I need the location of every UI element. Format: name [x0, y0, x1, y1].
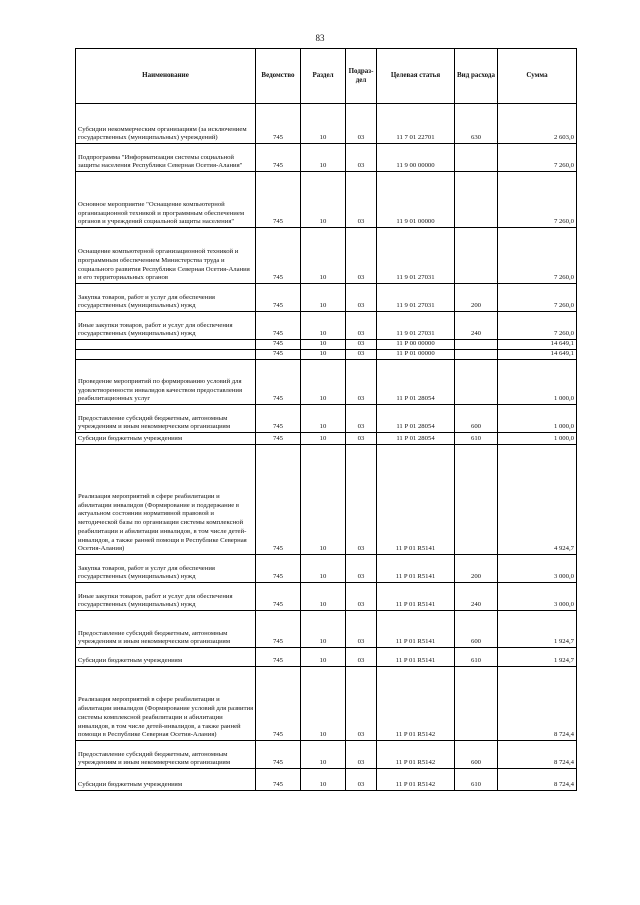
cell-vedomstvo: 745	[256, 350, 301, 360]
cell-podrazdel: 03	[346, 433, 377, 445]
cell-summa: 7 260,0	[498, 312, 577, 340]
table-row	[76, 284, 577, 312]
cell-summa: 8 724,4	[498, 769, 577, 791]
table-row	[76, 433, 577, 445]
cell-podrazdel: 03	[346, 284, 377, 312]
cell-vid-raskhoda: 610	[455, 433, 498, 445]
header-vedomstvo: Ведомство	[256, 49, 301, 104]
cell-podrazdel: 03	[346, 445, 377, 555]
table-row	[76, 340, 577, 350]
header-celevaya-statya: Целевая статья	[377, 49, 455, 104]
cell-podrazdel: 03	[346, 144, 377, 172]
cell-celevaya-statya: 11 9 01 27031	[377, 284, 455, 312]
cell-vedomstvo: 745	[256, 104, 301, 144]
cell-podrazdel: 03	[346, 405, 377, 433]
header-razdel: Раздел	[301, 49, 346, 104]
cell-vid-raskhoda	[455, 228, 498, 284]
cell-vid-raskhoda	[455, 172, 498, 228]
cell-razdel: 10	[301, 340, 346, 350]
cell-summa: 7 260,0	[498, 172, 577, 228]
cell-podrazdel: 03	[346, 611, 377, 648]
cell-razdel: 10	[301, 741, 346, 769]
cell-vedomstvo: 745	[256, 555, 301, 583]
cell-vedomstvo: 745	[256, 405, 301, 433]
cell-razdel: 10	[301, 350, 346, 360]
cell-podrazdel: 03	[346, 360, 377, 405]
cell-celevaya-statya: 11 9 00 00000	[377, 144, 455, 172]
cell-summa: 3 000,0	[498, 583, 577, 611]
cell-name: Иные закупки товаров, работ и услуг для обеспечения государственных (муниципальных) нужд	[76, 312, 256, 340]
cell-summa: 14 649,1	[498, 350, 577, 360]
cell-vid-raskhoda: 600	[455, 611, 498, 648]
cell-name: Проведение мероприятий по формированию условий для удовлетворенности инвалидов качеством предоставления реабилитационных услуг	[76, 360, 256, 405]
cell-summa: 3 000,0	[498, 555, 577, 583]
cell-podrazdel: 03	[346, 648, 377, 667]
cell-vedomstvo: 745	[256, 667, 301, 741]
table-row	[76, 769, 577, 791]
cell-vid-raskhoda: 630	[455, 104, 498, 144]
cell-vedomstvo: 745	[256, 284, 301, 312]
cell-celevaya-statya: 11 P 01 00000	[377, 350, 455, 360]
cell-summa: 2 603,0	[498, 104, 577, 144]
cell-name: Оснащение компьютерной организационной техникой и программным обеспечением Министерства труда и социального развития Республики Северная Осетия-Алания и его территориальных органов	[76, 228, 256, 284]
header-name: Наименование	[76, 49, 256, 104]
cell-celevaya-statya: 11 P 01 R5142	[377, 769, 455, 791]
cell-podrazdel: 03	[346, 741, 377, 769]
cell-celevaya-statya: 11 P 01 28054	[377, 405, 455, 433]
cell-celevaya-statya: 11 9 01 27031	[377, 312, 455, 340]
cell-name: Субсидии бюджетным учреждениям	[76, 648, 256, 667]
cell-name	[76, 340, 256, 350]
cell-vedomstvo: 745	[256, 611, 301, 648]
cell-podrazdel: 03	[346, 340, 377, 350]
cell-razdel: 10	[301, 583, 346, 611]
cell-celevaya-statya: 11 P 01 R5141	[377, 583, 455, 611]
cell-summa: 1 000,0	[498, 360, 577, 405]
cell-vedomstvo: 745	[256, 445, 301, 555]
cell-name: Субсидии бюджетным учреждениям	[76, 433, 256, 445]
cell-summa: 8 724,4	[498, 741, 577, 769]
cell-razdel: 10	[301, 555, 346, 583]
cell-summa: 1 000,0	[498, 405, 577, 433]
cell-podrazdel: 03	[346, 667, 377, 741]
cell-vedomstvo: 745	[256, 312, 301, 340]
cell-vid-raskhoda	[455, 667, 498, 741]
cell-name: Подпрограмма "Информатизация системы социальной защиты населения Республики Северная Осетия-Алания"	[76, 144, 256, 172]
table-row	[76, 583, 577, 611]
cell-podrazdel: 03	[346, 583, 377, 611]
cell-vid-raskhoda: 240	[455, 312, 498, 340]
cell-vedomstvo: 745	[256, 172, 301, 228]
cell-vedomstvo: 745	[256, 340, 301, 350]
cell-celevaya-statya: 11 9 01 00000	[377, 172, 455, 228]
cell-razdel: 10	[301, 611, 346, 648]
cell-name: Предоставление субсидий бюджетным, автономным учреждениям и иным некоммерческим организациям	[76, 741, 256, 769]
cell-vedomstvo: 745	[256, 769, 301, 791]
cell-name: Субсидии бюджетным учреждениям	[76, 769, 256, 791]
table-row	[76, 648, 577, 667]
cell-razdel: 10	[301, 667, 346, 741]
header-vid-raskhoda: Вид расхода	[455, 49, 498, 104]
cell-vedomstvo: 745	[256, 583, 301, 611]
cell-podrazdel: 03	[346, 769, 377, 791]
cell-razdel: 10	[301, 445, 346, 555]
cell-celevaya-statya: 11 9 01 27031	[377, 228, 455, 284]
cell-name: Закупка товаров, работ и услуг для обеспечения государственных (муниципальных) нужд	[76, 555, 256, 583]
cell-summa: 1 924,7	[498, 611, 577, 648]
cell-celevaya-statya: 11 P 01 R5142	[377, 667, 455, 741]
table-row	[76, 741, 577, 769]
cell-summa: 4 924,7	[498, 445, 577, 555]
cell-razdel: 10	[301, 104, 346, 144]
cell-celevaya-statya: 11 P 01 28054	[377, 360, 455, 405]
cell-celevaya-statya: 11 P 01 R5141	[377, 611, 455, 648]
cell-razdel: 10	[301, 360, 346, 405]
table-row	[76, 667, 577, 741]
cell-summa: 1 000,0	[498, 433, 577, 445]
cell-name: Субсидии некоммерческим организациям (за исключением государственных (муниципальных) учреждений)	[76, 104, 256, 144]
cell-celevaya-statya: 11 7 01 22701	[377, 104, 455, 144]
table-row	[76, 555, 577, 583]
cell-vid-raskhoda: 200	[455, 284, 498, 312]
cell-vedomstvo: 745	[256, 648, 301, 667]
cell-razdel: 10	[301, 172, 346, 228]
cell-celevaya-statya: 11 P 01 R5142	[377, 741, 455, 769]
cell-razdel: 10	[301, 312, 346, 340]
table-row	[76, 144, 577, 172]
cell-summa: 14 649,1	[498, 340, 577, 350]
cell-name: Предоставление субсидий бюджетным, автономным учреждениям и иным некоммерческим организациям	[76, 611, 256, 648]
table-row	[76, 172, 577, 228]
cell-vid-raskhoda	[455, 445, 498, 555]
cell-vid-raskhoda: 610	[455, 769, 498, 791]
cell-celevaya-statya: 11 P 00 00000	[377, 340, 455, 350]
cell-summa: 7 260,0	[498, 228, 577, 284]
table-row	[76, 360, 577, 405]
cell-celevaya-statya: 11 P 01 R5141	[377, 648, 455, 667]
table-header-row	[76, 49, 577, 104]
cell-podrazdel: 03	[346, 104, 377, 144]
cell-podrazdel: 03	[346, 312, 377, 340]
cell-summa: 7 260,0	[498, 144, 577, 172]
table-row	[76, 312, 577, 340]
cell-name	[76, 350, 256, 360]
cell-razdel: 10	[301, 769, 346, 791]
cell-vedomstvo: 745	[256, 144, 301, 172]
page-number: 83	[315, 33, 325, 43]
cell-name: Закупка товаров, работ и услуг для обеспечения государственных (муниципальных) нужд	[76, 284, 256, 312]
header-podrazdel: Подраз-дел	[346, 49, 377, 104]
cell-razdel: 10	[301, 433, 346, 445]
cell-name: Предоставление субсидий бюджетным, автономным учреждениям и иным некоммерческим организациям	[76, 405, 256, 433]
cell-vid-raskhoda	[455, 340, 498, 350]
cell-vedomstvo: 745	[256, 741, 301, 769]
cell-celevaya-statya: 11 P 01 28054	[377, 433, 455, 445]
cell-name: Реализация мероприятий в сфере реабилитации и абилитации инвалидов (Формирование и поддержание в актуальном состоянии нормативной правовой и методической базы по организации системы комплексной реабилитации и абилитации инвалидов, в том числе детей-инвалидов, а также ранней помощи в Республике Северная Осетия-Алания)	[76, 445, 256, 555]
cell-podrazdel: 03	[346, 228, 377, 284]
cell-vid-raskhoda: 600	[455, 405, 498, 433]
cell-vid-raskhoda	[455, 350, 498, 360]
table-row	[76, 611, 577, 648]
cell-name: Реализация мероприятий в сфере реабилитации и абилитации инвалидов (Формирование условий для развития системы комплексной реабилитации и абилитации инвалидов, в том числе детей-инвалидов, а также ранней помощи в Республике Северная Осетия-Алания)	[76, 667, 256, 741]
cell-vid-raskhoda	[455, 144, 498, 172]
cell-celevaya-statya: 11 P 01 R5141	[377, 555, 455, 583]
cell-vid-raskhoda: 610	[455, 648, 498, 667]
table-row	[76, 104, 577, 144]
cell-summa: 1 924,7	[498, 648, 577, 667]
cell-razdel: 10	[301, 228, 346, 284]
table-row	[76, 405, 577, 433]
cell-podrazdel: 03	[346, 350, 377, 360]
header-summa: Сумма	[498, 49, 577, 104]
cell-summa: 8 724,4	[498, 667, 577, 741]
cell-razdel: 10	[301, 648, 346, 667]
cell-razdel: 10	[301, 405, 346, 433]
cell-vedomstvo: 745	[256, 433, 301, 445]
cell-vedomstvo: 745	[256, 228, 301, 284]
cell-vid-raskhoda: 200	[455, 555, 498, 583]
cell-razdel: 10	[301, 284, 346, 312]
cell-vid-raskhoda	[455, 360, 498, 405]
table-row	[76, 228, 577, 284]
cell-vid-raskhoda: 240	[455, 583, 498, 611]
cell-name: Основное мероприятие "Оснащение компьютерной организационной техникой и программным обеспечением органов и учреждений социальной защиты населения"	[76, 172, 256, 228]
cell-summa: 7 260,0	[498, 284, 577, 312]
cell-name: Иные закупки товаров, работ и услуг для обеспечения государственных (муниципальных) нужд	[76, 583, 256, 611]
cell-podrazdel: 03	[346, 555, 377, 583]
budget-table	[75, 48, 577, 791]
table-row	[76, 445, 577, 555]
cell-podrazdel: 03	[346, 172, 377, 228]
cell-celevaya-statya: 11 P 01 R5141	[377, 445, 455, 555]
cell-razdel: 10	[301, 144, 346, 172]
table-row	[76, 350, 577, 360]
cell-vedomstvo: 745	[256, 360, 301, 405]
cell-vid-raskhoda: 600	[455, 741, 498, 769]
